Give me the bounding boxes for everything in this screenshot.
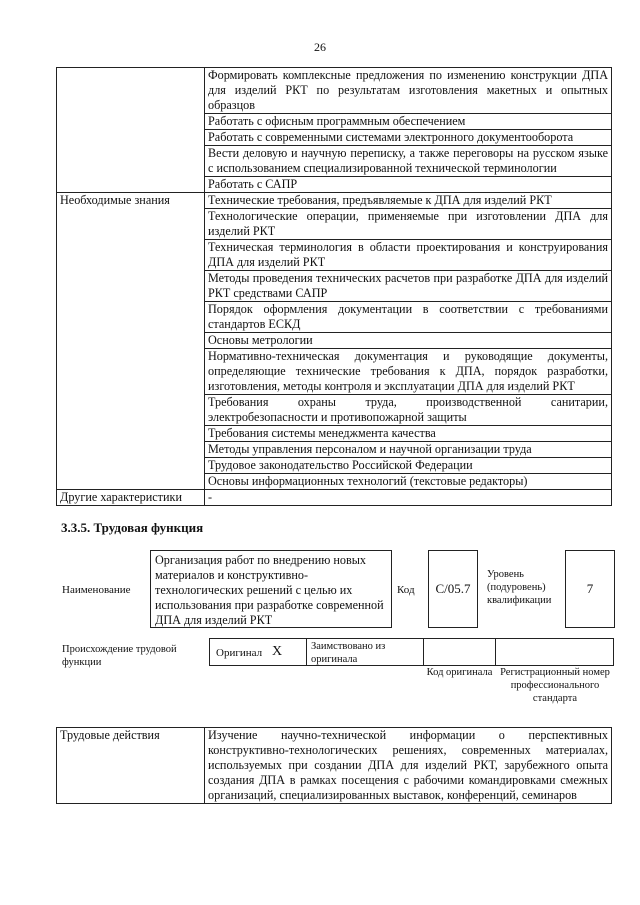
reg-number-box (495, 638, 614, 666)
other-value: - (205, 490, 612, 506)
function-code: С/05.7 (428, 550, 478, 628)
table-cell: Порядок оформления документации в соответствии с требованиями стандартов ЕСКД (205, 302, 612, 333)
knowledge-label: Необходимые знания (57, 193, 205, 490)
table-cell: Методы проведения технических расчетов при разработке ДПА для изделий РКТ средствами САПР (205, 271, 612, 302)
table-cell: Основы метрологии (205, 333, 612, 349)
level-value: 7 (565, 550, 615, 628)
section-title: 3.3.5. Трудовая функция (61, 520, 204, 535)
table-cell: Технологические операции, применяемые при изготовлении ДПА для изделий РКТ (205, 209, 612, 240)
borrowed-box: Заимствовано из оригинала (306, 638, 424, 666)
page-number: 26 (314, 40, 326, 54)
code-label: Код (397, 584, 415, 596)
empty-label-cell (57, 68, 205, 193)
table-cell: Методы управления персоналом и научной организации труда (205, 442, 612, 458)
table-cell: Работать с офисным программным обеспечением (205, 114, 612, 130)
actions-text: Изучение научно-технической информации о перспективных конструктивно-технологических решениях, современных материалах, используемых при создании ДПА для изделий РКТ, зарубежного опыта создания ДПА в рамках посещения с рабочими командировками смежных организаций, специализированных выставок, конференций, семинаров (205, 728, 612, 804)
origin-label: Происхождение трудовой функции (62, 644, 177, 668)
actions-label: Трудовые действия (57, 728, 205, 804)
table-cell: Нормативно-техническая документация и руководящие документы, определяющие технические требования к ДПА, порядок разработки, изготовления, методы контроля и эксплуатации ДПА для изделий РКТ (205, 349, 612, 395)
table-cell: Техническая терминология в области проектирования и конструирования ДПА для изделий РКТ (205, 240, 612, 271)
table-cell: Трудовое законодательство Российской Федерации (205, 458, 612, 474)
table-row (57, 68, 612, 114)
actions-table (56, 727, 612, 804)
reg-caption: Регистрационный номер профессионального стандарта (500, 667, 610, 704)
table-row (57, 193, 612, 209)
table-cell: Технические требования, предъявляемые к ДПА для изделий РКТ (205, 193, 612, 209)
code-caption: Код оригинала (426, 667, 493, 678)
name-label: Наименование (62, 584, 131, 596)
table-row (57, 490, 612, 506)
table-cell: Вести деловую и научную переписку, а также переговоры на русском языке с использованием специализированной технической терминологии (205, 146, 612, 177)
function-name: Организация работ по внедрению новых материалов и конструктивно-технологических решений с целью их использования при разработке современной ДПА для изделий РКТ (150, 550, 392, 628)
other-label: Другие характеристики (57, 490, 205, 506)
table-cell: Требования охраны труда, производственной санитарии, электробезопасности и противопожарной защиты (205, 395, 612, 426)
table-cell: Работать с современными системами электронного документооборота (205, 130, 612, 146)
original-box (209, 638, 307, 666)
level-label: Уровень (подуровень) квалификации (487, 569, 552, 606)
original-mark: X (272, 644, 283, 659)
table-row (57, 728, 612, 804)
table-cell: Работать с САПР (205, 177, 612, 193)
skills-knowledge-table (56, 67, 612, 506)
original-code-box (423, 638, 496, 666)
table-cell: Основы информационных технологий (текстовые редакторы) (205, 474, 612, 490)
table-cell: Требования системы менеджмента качества (205, 426, 612, 442)
original-label: Оригинал (216, 647, 263, 659)
table-cell: Формировать комплексные предложения по изменению конструкции ДПА для изделий РКТ по результатам изготовления макетных и опытных образцов (205, 68, 612, 114)
